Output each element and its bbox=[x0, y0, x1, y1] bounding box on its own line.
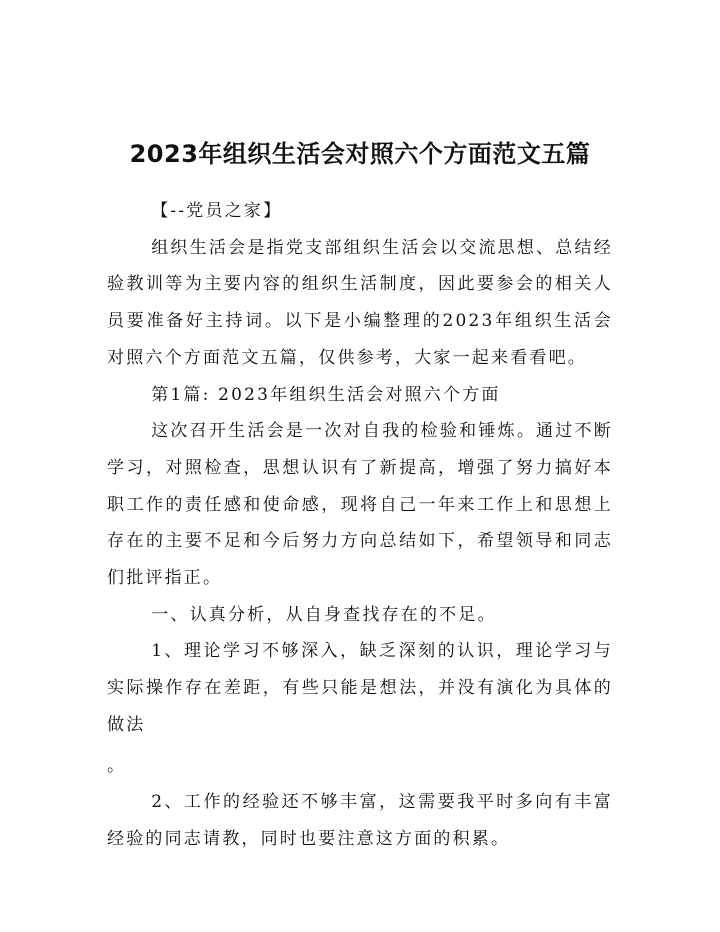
list-item-1: 1、理论学习不够深入，缺乏深刻的认识，理论学习与实际操作存在差距，有些只能是想法，并没有演化为具体的做法 bbox=[107, 641, 613, 735]
source-tag: 【--党员之家】 bbox=[151, 201, 283, 221]
body-paragraph: 这次召开生活会是一次对自我的检验和锤炼。通过不断学习，对照检查，思想认识有了新提高，增强了努力搞好本职工作的责任感和使命感，现将自己一年来工作上和思想上存在的主要不足和今后努力方向总结如下，希望领导和同志们批评指正。 bbox=[107, 421, 613, 589]
list-item-1-tail: 。 bbox=[107, 755, 127, 776]
document-title: 2023年组织生活会对照六个方面范文五篇 bbox=[129, 140, 591, 169]
list-item-2: 2、工作的经验还不够丰富，这需要我平时多向有丰富经验的同志请教，同时也要注意这方面的积累。 bbox=[107, 792, 613, 849]
intro-paragraph: 组织生活会是指党支部组织生活会以交流思想、总结经验教训等为主要内容的组织生活制度，因此要参会的相关人员要准备好主持词。以下是小编整理的2023年组织生活会对照六个方面范文五篇，仅供参考，大家一起来看看吧。 bbox=[107, 237, 613, 368]
subheading: 一、认真分析，从自身查找存在的不足。 bbox=[151, 604, 497, 625]
section-heading: 第1篇: 2023年组织生活会对照六个方面 bbox=[151, 384, 501, 405]
document-body bbox=[107, 193, 613, 858]
